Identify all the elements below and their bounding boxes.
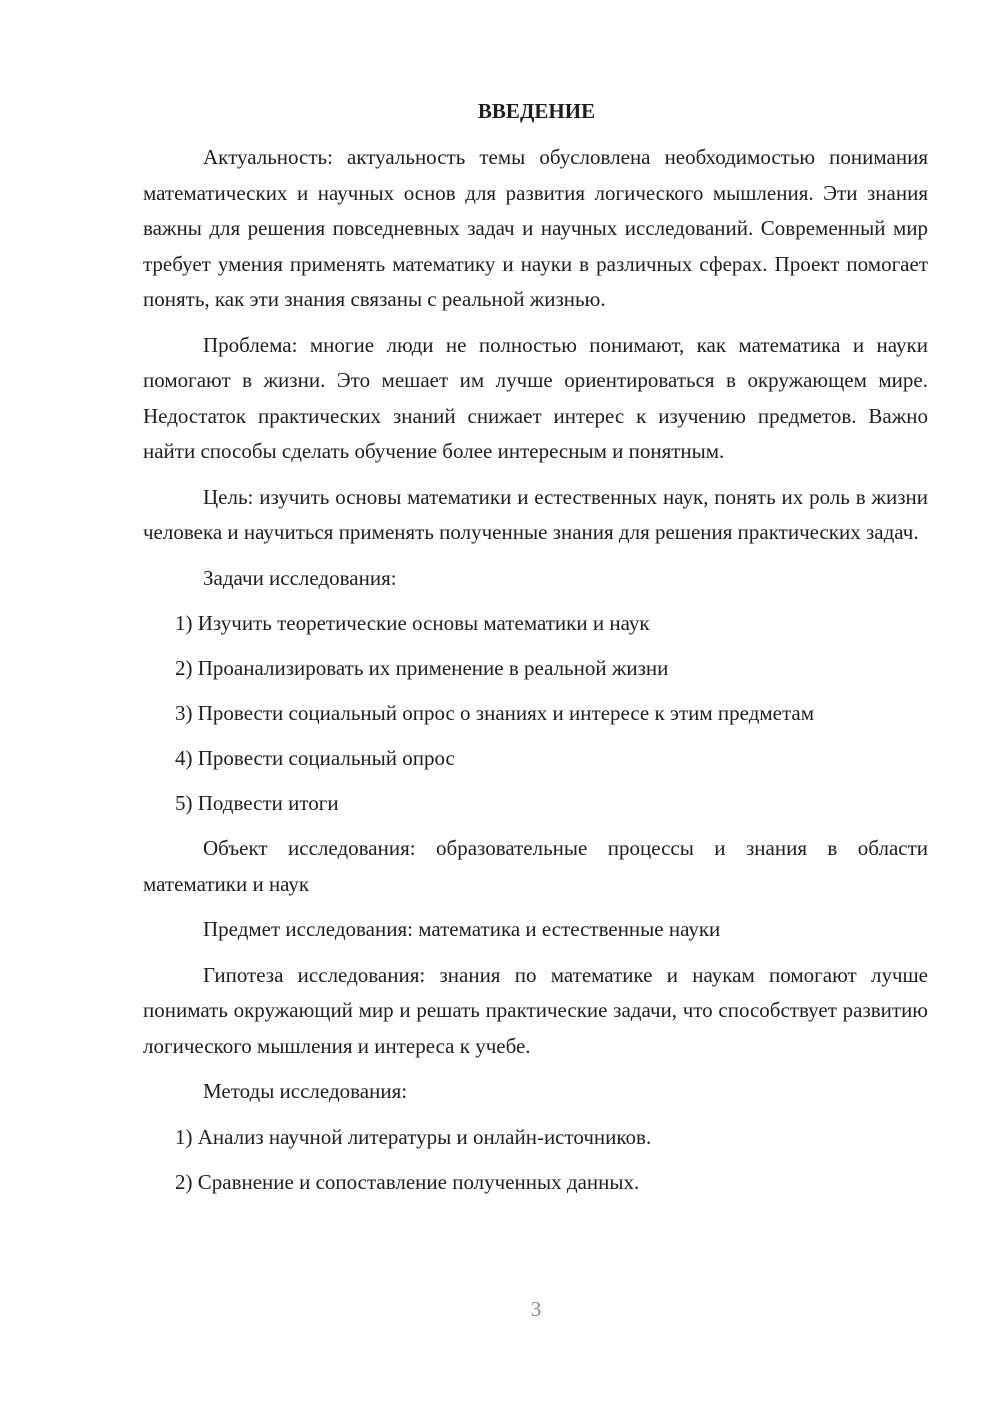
object-paragraph: Объект исследования: образовательные процессы и знания в области математики и наук	[143, 836, 928, 896]
relevance-paragraph: Актуальность: актуальность темы обусловлена необходимостью понимания математических и научных основ для развития логического мышления. Эти знания важны для решения повседневных задач и научных исследований. Современный мир требует умения применять математику и науки в различных сферах. Проект помогает понять, как эти знания связаны с реальной жизнью.	[143, 145, 928, 311]
tasks-list	[143, 606, 928, 822]
goal-paragraph: Цель: изучить основы математики и естественных наук, понять их роль в жизни человека и научиться применять полученные знания для решения практических задач.	[143, 484, 928, 544]
list-item: 1) Изучить теоретические основы математики и наук	[175, 611, 650, 635]
list-item: 5) Подвести итоги	[175, 791, 339, 815]
list-item: 3) Провести социальный опрос о знаниях и интересе к этим предметам	[175, 701, 815, 725]
list-item: 4) Провести социальный опрос	[175, 746, 455, 770]
subject-paragraph: Предмет исследования: математика и естественные науки	[203, 917, 721, 941]
methods-list	[143, 1120, 928, 1201]
problem-paragraph: Проблема: многие люди не полностью понимают, как математика и науки помогают в жизни. Это мешает им лучше ориентироваться в окружающем мире. Недостаток практических знаний снижает интерес к изучению предметов. Важно найти способы сделать обучение более интересным и понятным.	[143, 332, 928, 463]
page-title: ВВЕДЕНИЕ	[477, 99, 596, 123]
hypothesis-paragraph: Гипотеза исследования: знания по математике и наукам помогают лучше понимать окружающий мир и решать практические задачи, что способствует развитию логического мышления и интереса к учебе.	[143, 962, 928, 1058]
list-item: 2) Сравнение и сопоставление полученных данных.	[175, 1169, 640, 1194]
methods-heading: Методы исследования:	[203, 1079, 408, 1103]
page-body	[143, 96, 928, 1210]
page-number: 3	[530, 1297, 542, 1321]
list-item: 2) Проанализировать их применение в реальной жизни	[175, 656, 669, 680]
list-item: 1) Анализ научной литературы и онлайн-источников.	[175, 1124, 652, 1149]
tasks-heading: Задачи исследования:	[203, 565, 397, 590]
